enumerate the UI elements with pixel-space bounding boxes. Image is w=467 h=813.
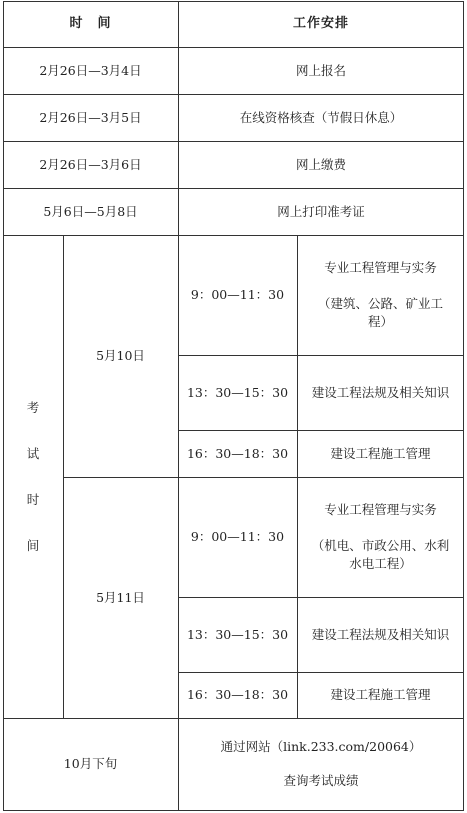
session-time: 9：00—11：30 bbox=[190, 287, 285, 302]
grid-line bbox=[3, 47, 464, 48]
grid-line bbox=[178, 430, 464, 431]
row-task: 网上缴费 bbox=[295, 156, 346, 172]
result-line2: 查询考试成绩 bbox=[283, 773, 359, 788]
session-time: 9：00—11：30 bbox=[190, 529, 285, 544]
exam-label-char: 试 bbox=[26, 445, 40, 461]
grid-line bbox=[3, 188, 464, 189]
grid-line bbox=[178, 597, 464, 598]
session-subject: 建设工程施工管理 bbox=[330, 687, 431, 702]
grid-line bbox=[3, 94, 464, 95]
exam-label-char: 时 bbox=[26, 491, 40, 507]
session-subject bbox=[297, 355, 464, 430]
subject-title: 专业工程管理与实务 bbox=[324, 260, 437, 275]
result-date: 10月下旬 bbox=[63, 756, 118, 771]
row-date: 2月26日—3月4日 bbox=[39, 62, 142, 78]
header-time: 时 间 bbox=[69, 16, 112, 31]
session-time: 13：30—15：30 bbox=[186, 384, 289, 400]
grid-line bbox=[3, 1, 4, 811]
grid-line bbox=[178, 672, 464, 673]
row-task: 在线资格核查（节假日休息） bbox=[239, 109, 403, 125]
exam-label-char: 考 bbox=[26, 399, 40, 415]
grid-line bbox=[63, 235, 64, 718]
grid-line bbox=[3, 141, 464, 142]
subject-title: 建设工程法规及相关知识 bbox=[311, 626, 450, 642]
row-date: 2月26日—3月6日 bbox=[39, 156, 142, 172]
session-subject bbox=[297, 235, 464, 355]
result-line1: 通过网站（link.233.com/20064） bbox=[220, 739, 422, 754]
row-date: 2月26日—3月5日 bbox=[39, 109, 142, 125]
result-info bbox=[178, 718, 464, 810]
exam-time-label bbox=[3, 235, 63, 718]
session-time: 16：30—18：30 bbox=[186, 445, 289, 461]
session-subject bbox=[297, 477, 464, 597]
session-subject bbox=[297, 597, 464, 672]
grid-line bbox=[3, 1, 464, 2]
session-time: 13：30—15：30 bbox=[186, 626, 289, 642]
grid-line bbox=[297, 235, 298, 718]
grid-line bbox=[178, 355, 464, 356]
row-task: 网上报名 bbox=[295, 62, 346, 78]
subject-note: （机电、市政公用、水利水电工程） bbox=[311, 538, 450, 571]
exam-label-char: 间 bbox=[26, 537, 40, 553]
grid-line bbox=[63, 477, 464, 478]
grid-line bbox=[3, 235, 464, 236]
header-work: 工作安排 bbox=[292, 16, 349, 31]
subject-note: （建筑、公路、矿业工程） bbox=[317, 296, 443, 329]
grid-line bbox=[463, 1, 464, 811]
subject-title: 专业工程管理与实务 bbox=[324, 502, 437, 517]
exam-day: 5月11日 bbox=[96, 589, 145, 605]
session-time: 16：30—18：30 bbox=[186, 687, 289, 702]
exam-day: 5月10日 bbox=[96, 348, 145, 363]
grid-line bbox=[3, 810, 464, 811]
grid-line bbox=[3, 718, 464, 719]
grid-line bbox=[178, 1, 179, 811]
row-task: 网上打印准考证 bbox=[277, 203, 365, 219]
row-date: 5月6日—5月8日 bbox=[43, 203, 138, 219]
subject-title: 建设工程法规及相关知识 bbox=[311, 384, 450, 400]
session-subject: 建设工程施工管理 bbox=[330, 445, 431, 461]
